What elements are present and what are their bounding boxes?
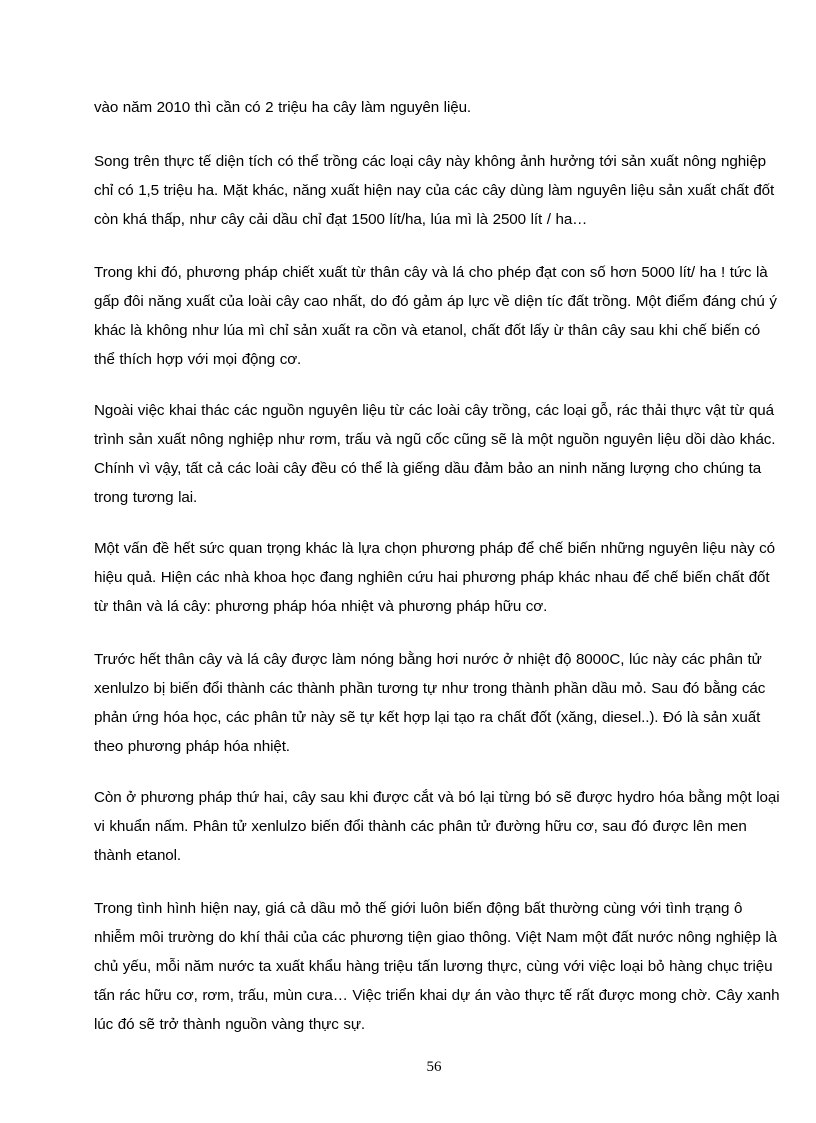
paragraph-7: Còn ở phương pháp thứ hai, cây sau khi được cắt và bó lại từng bó sẽ được hydro hóa bằng một loại vi khuẩn nấm. Phân tử xenlulzo biến đổi thành các phân tử đường hữu cơ, sau đó được lên men thành etanol. (94, 789, 780, 864)
paragraph-3: Trong khi đó, phương pháp chiết xuất từ thân cây và lá cho phép đạt con số hơn 5000 lít/ ha ! tức là gấp đôi năng xuất của loài cây cao nhất, do đó gảm áp lực về diện tíc đất trồng. Một điểm đáng chú ý khác là không như lúa mì chỉ sản xuất ra cồn và etanol, chất đốt lấy ừ thân cây sau khi chế biến có thể thích hợp với mọi động cơ. (94, 264, 777, 368)
paragraph-5: Một vấn đề hết sức quan trọng khác là lựa chọn phương pháp để chế biến những nguyên liệu này có hiệu quả. Hiện các nhà khoa học đang nghiên cứu hai phương pháp khác nhau để chế biến chất đốt từ thân và lá cây: phương pháp hóa nhiệt và phương pháp hữu cơ. (94, 540, 776, 615)
paragraph-8: Trong tình hình hiện nay, giá cả dầu mỏ thế giới luôn biến động bất thường cùng với tình trạng ô nhiễm môi trường do khí thải của các phương tiện giao thông. Việt Nam một đất nước nông nghiệp là chủ yếu, mỗi năm nước ta xuất khẩu hàng triệu tấn lương thực, cùng với việc loại bỏ hàng chục triệu tấn rác hữu cơ, rơm, trấu, mùn cưa… Việc triển khai dự án vào thực tế rất được mong chờ. Cây xanh lúc đó sẽ trở thành nguồn vàng thực sự. (94, 900, 780, 1033)
page-number: 56 (426, 1059, 442, 1075)
paragraph-6: Trước hết thân cây và lá cây được làm nóng bằng hơi nước ở nhiệt độ 8000C, lúc này các phân tử xenlulzo bị biến đổi thành các thành phần tương tự như trong thành phần dầu mỏ. Sau đó bằng các phản ứng hóa học, các phân tử này sẽ tự kết hợp lại tạo ra chất đốt (xăng, diesel..). Đó là sản xuất theo phương pháp hóa nhiệt. (94, 651, 766, 755)
paragraph-4: Ngoài việc khai thác các nguồn nguyên liệu từ các loài cây trồng, các loại gỗ, rác thải thực vật từ quá trình sản xuất nông nghiệp như rơm, trấu và ngũ cốc cũng sẽ là một nguồn nguyên liệu dồi dào khác. Chính vì vậy, tất cả các loài cây đều có thể là giếng dầu đảm bảo an ninh năng lượng cho chúng ta trong tương lai. (94, 402, 776, 506)
paragraph-2: Song trên thực tế diện tích có thể trồng các loại cây này không ảnh hưởng tới sản xuất nông nghiệp chỉ có 1,5 triệu ha. Mặt khác, năng xuất hiện nay của các cây dùng làm nguyên liệu sản xuất chất đốt còn khá thấp, như cây cải dầu chỉ đạt 1500 lít/ha, lúa mì là 2500 lít / ha… (94, 153, 775, 228)
paragraph-1: vào năm 2010 thì cần có 2 triệu ha cây làm nguyên liệu. (94, 99, 472, 116)
